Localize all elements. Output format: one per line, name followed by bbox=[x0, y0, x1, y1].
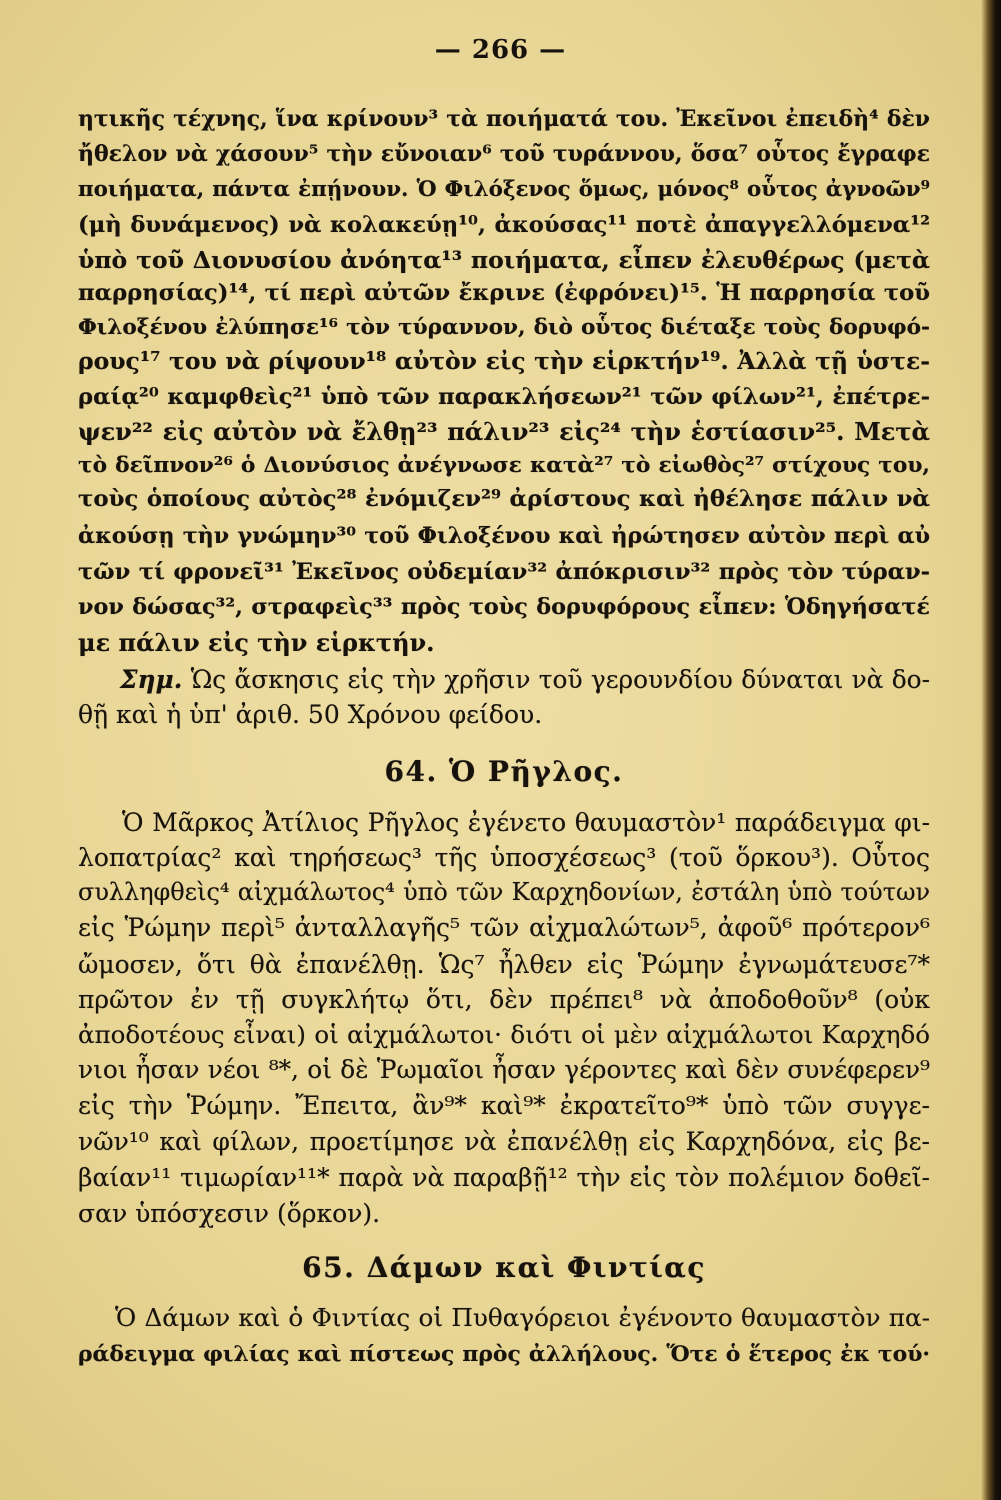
text-line-last: σαν ὑπόσχεσιν (ὅρκον). bbox=[78, 1199, 381, 1228]
text-line: (μὴ δυνάμενος) νὰ κολακεύῃ¹⁰, ἀκούσας¹¹ ποτὲ ἀπαγγελλόμενα¹² bbox=[78, 212, 930, 238]
note-label: Σημ. bbox=[120, 665, 183, 694]
text-line: ποιήματα, πάντα ἐπῄνουν. Ὁ Φιλόξενος ὅμως, μόνος⁸ οὗτος ἀγνοῶν⁹ bbox=[78, 177, 930, 202]
text-line: ρους¹⁷ του νὰ ρίψουν¹⁸ αὐτὸν εἰς τὴν εἱρκτήν¹⁹. Ἀλλὰ τῇ ὑστε- bbox=[78, 347, 930, 375]
text-line: ἤθελον νὰ χάσουν⁵ τὴν εὔνοιαν⁶ τοῦ τυράννου, ὅσα⁷ οὗτος ἔγραφε bbox=[78, 141, 930, 167]
text-line: Φιλοξένου ἐλύπησε¹⁶ τὸν τύραννον, διὸ οὗτος διέταξε τοὺς δορυφό- bbox=[78, 315, 930, 340]
text-line: εἰς Ῥώμην περὶ⁵ ἀνταλλαγῆς⁵ τῶν αἰχμαλώτων⁵, ἀφοῦ⁶ πρότερον⁶ bbox=[78, 913, 930, 942]
text-line: συλληφθεὶς⁴ αἰχμάλωτος⁴ ὑπὸ τῶν Καρχηδονίων, ἐστάλη ὑπὸ τούτων bbox=[78, 878, 930, 906]
note-line bbox=[120, 662, 930, 697]
page-number: — 266 — bbox=[434, 35, 567, 65]
text-line: ράδειγμα φιλίας καὶ πίστεως πρὸς ἀλλήλους. Ὅτε ὁ ἕτερος ἐκ τού· bbox=[78, 1341, 930, 1367]
text-line: τὸ δεῖπνον²⁶ ὁ Διονύσιος ἀνέγνωσε κατὰ²⁷ τὸ εἰωθὸς²⁷ στίχους του, bbox=[78, 453, 930, 478]
text-line-last: με πάλιν εἰς τὴν εἱρκτήν. bbox=[78, 628, 435, 657]
text-line: νον δώσας³², στραφεὶς³³ πρὸς τοὺς δορυφόρους εἶπεν: Ὁδηγήσατέ bbox=[78, 594, 930, 620]
text-line: βαίαν¹¹ τιμωρίαν¹¹* παρὰ νὰ παραβῇ¹² τὴν εἰς τὸν πολέμιον δοθεῖ- bbox=[78, 1163, 930, 1192]
text-line: ψεν²² εἰς αὐτὸν νὰ ἔλθῃ²³ πάλιν²³ εἰς²⁴ τὴν ἑστίασιν²⁵. Μετὰ bbox=[78, 417, 930, 446]
text-line: εἰς τὴν Ῥώμην. Ἔπειτα, ἂν⁹* καὶ⁹* ἐκρατεῖτο⁹* ὑπὸ τῶν συγγε- bbox=[78, 1091, 930, 1120]
text-line: νῶν¹⁰ καὶ φίλων, προετίμησε νὰ ἐπανέλθῃ εἰς Καρχηδόνα, εἰς βε- bbox=[78, 1127, 930, 1156]
text-line: τῶν τί φρονεῖ³¹ Ἐκεῖνος οὐδεμίαν³² ἀπόκρισιν³² πρὸς τὸν τύραν- bbox=[78, 559, 930, 585]
note-text: Ὡς ἄσκησις εἰς τὴν χρῆσιν τοῦ γερουνδίου δύναται νὰ δο- bbox=[190, 665, 930, 694]
note-line-last: θῇ καὶ ἡ ὑπ' ἀριθ. 50 Χρόνου φείδου. bbox=[78, 700, 543, 729]
section-heading-64: 64. Ὁ Ρῆγλος. bbox=[384, 755, 624, 788]
text-line: ἀποδοτέους εἶναι) οἱ αἰχμάλωτοι· διότι οἱ μὲν αἰχμάλωτοι Καρχηδό bbox=[78, 1020, 930, 1049]
text-line: ἀκούσῃ τὴν γνώμην³⁰ τοῦ Φιλοξένου καὶ ἠρώτησεν αὐτὸν περὶ αὐ bbox=[78, 523, 930, 549]
text-line: ὤμοσεν, ὅτι θὰ ἐπανέλθῃ. Ὡς⁷ ἦλθεν εἰς Ῥώμην ἐγνωμάτευσε⁷* bbox=[78, 950, 930, 979]
text-line: λοπατρίας² καὶ τηρήσεως³ τῆς ὑποσχέσεως³ (τοῦ ὅρκου³). Οὗτος bbox=[78, 843, 930, 872]
text-line: ητικῆς τέχνης, ἵνα κρίνουν³ τὰ ποιήματά του. Ἐκεῖνοι ἐπειδὴ⁴ δὲν bbox=[78, 106, 930, 132]
text-line: Ὁ Μᾶρκος Ἀτίλιος Ρῆγλος ἐγένετο θαυμαστὸν¹ παράδειγμα φι- bbox=[122, 808, 930, 837]
section-heading-65: 65. Δάμων καὶ Φιντίας bbox=[302, 1251, 706, 1284]
text-line: ὑπὸ τοῦ Διονυσίου ἀνόητα¹³ ποιήματα, εἶπεν ἐλευθέρως (μετὰ bbox=[78, 246, 930, 274]
text-line: νιοι ἦσαν νέοι ⁸*, οἱ δὲ Ῥωμαῖοι ἦσαν γέροντες καὶ δὲν συνέφερεν⁹ bbox=[78, 1055, 930, 1084]
text-line: παρρησίας)¹⁴, τί περὶ αὐτῶν ἔκρινε (ἐφρόνει)¹⁵. Ἡ παρρησία τοῦ bbox=[78, 280, 930, 306]
text-line: πρῶτον ἐν τῇ συγκλήτῳ ὅτι, δὲν πρέπει⁸ νὰ ἀποδοθοῦν⁸ (οὐκ bbox=[78, 985, 930, 1014]
text-line: Ὁ Δάμων καὶ ὁ Φιντίας οἱ Πυθαγόρειοι ἐγένοντο θαυμαστὸν πα- bbox=[115, 1303, 930, 1332]
text-line: τοὺς ὁποίους αὐτὸς²⁸ ἐνόμιζεν²⁹ ἀρίστους καὶ ἠθέλησε πάλιν νὰ bbox=[78, 486, 930, 512]
page-edge-shadow bbox=[981, 0, 1001, 1500]
text-line: ραίᾳ²⁰ καμφθεὶς²¹ ὑπὸ τῶν παρακλήσεων²¹ τῶν φίλων²¹, ἐπέτρε- bbox=[78, 384, 930, 410]
